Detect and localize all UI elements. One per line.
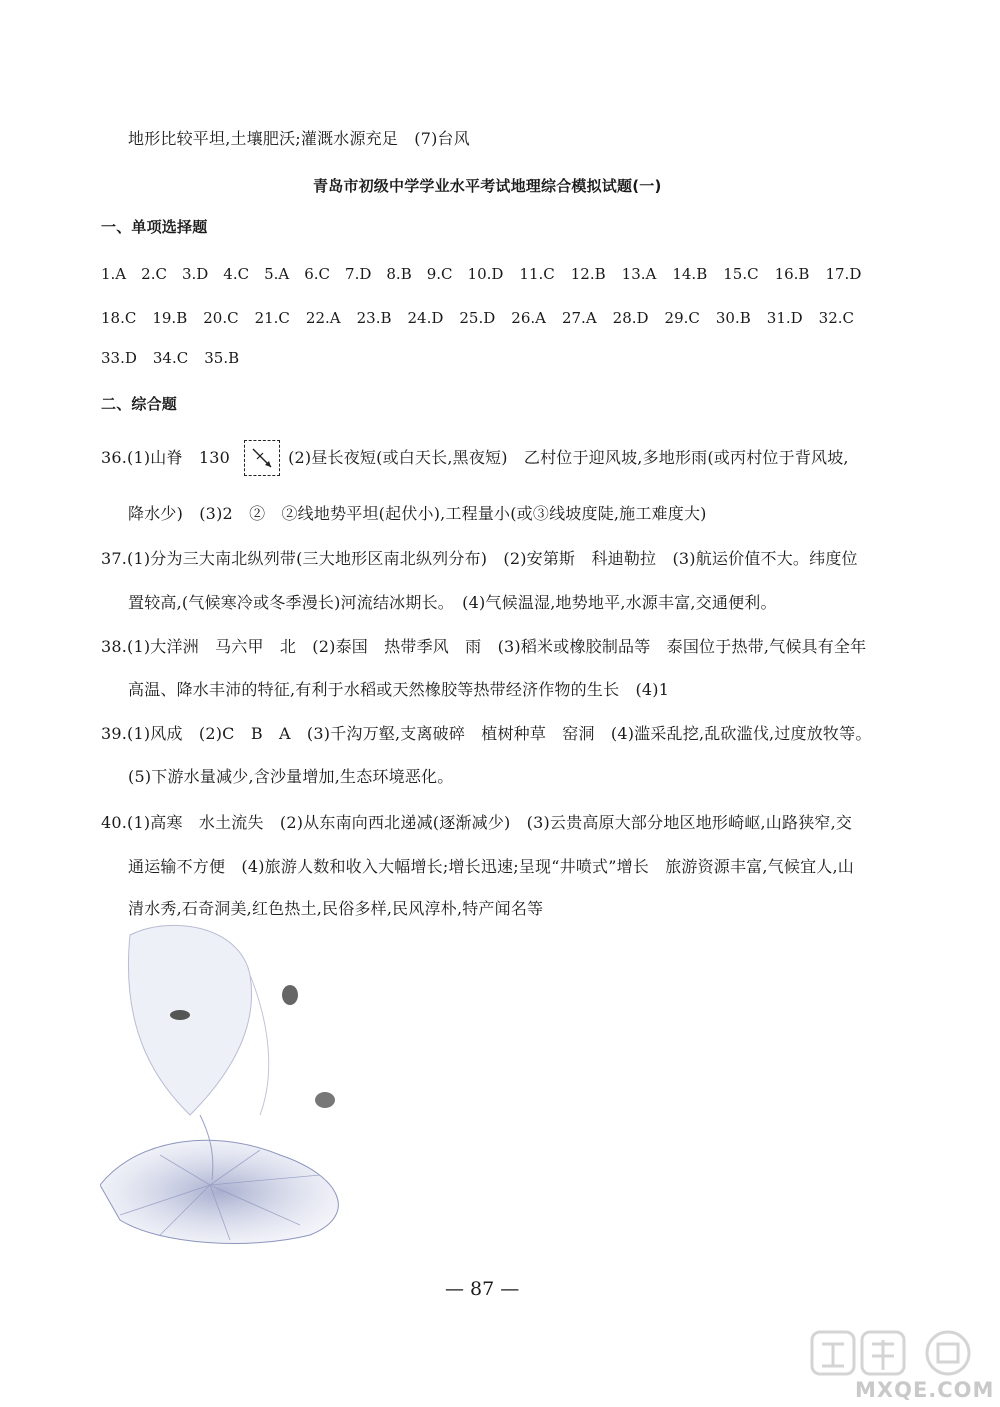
section-heading-multiple-choice: 一、单项选择题	[101, 218, 208, 236]
mc-answer: 15.C	[723, 265, 759, 283]
decorative-sketch-image	[100, 915, 380, 1245]
q37-line-2: 置较高,(气候寒冷或冬季漫长)河流结冰期长。 (4)气候温湿,地势地平,水源丰富,交通便利。	[128, 593, 777, 612]
previous-answer-line: 地形比较平坦,土壤肥沃;灌溉水源充足 (7)台风	[128, 129, 470, 148]
page-number: — 87 —	[445, 1278, 520, 1300]
mc-answer: 28.D	[612, 309, 649, 327]
mc-answer: 12.B	[570, 265, 606, 283]
mc-answer: 22.A	[305, 309, 341, 327]
mc-answer: 13.A	[621, 265, 657, 283]
watermark-url: MXQE.COM	[855, 1378, 995, 1402]
q39-line-1: 39.(1)风成 (2)C B A (3)千沟万壑,支离破碎 植树种草 窑洞 (4)滥采乱挖,乱砍滥伐,过度放牧等。	[101, 724, 872, 743]
q38-line-2: 高温、降水丰沛的特征,有利于水稻或天然橡胶等热带经济作物的生长 (4)1	[128, 680, 670, 699]
mc-answer: 5.A	[264, 265, 290, 283]
mc-answer: 23.B	[356, 309, 392, 327]
mc-answer: 2.C	[141, 265, 167, 283]
q40-line-1: 40.(1)高寒 水土流失 (2)从东南向西北递减(逐渐减少) (3)云贵高原大部分地区地形崎岖,山路狭窄,交	[101, 813, 853, 832]
mc-answer: 19.B	[152, 309, 188, 327]
mc-answer: 8.B	[386, 265, 412, 283]
q38-line-1: 38.(1)大洋洲 马六甲 北 (2)泰国 热带季风 雨 (3)稻米或橡胶制品等 泰国位于热带,气候具有全年	[101, 637, 867, 656]
q37-line-1: 37.(1)分为三大南北纵列带(三大地形区南北纵列分布) (2)安第斯 科迪勒拉 (3)航运价值不大。纬度位	[101, 549, 858, 568]
exam-title: 青岛市初级中学学业水平考试地理综合模拟试题(一)	[313, 177, 662, 195]
mc-answer-row-2	[101, 307, 870, 329]
slope-symbol-icon	[244, 440, 280, 476]
q36-part2: (2)昼长夜短(或白天长,黑夜短) 乙村位于迎风坡,多地形雨(或丙村位于背风坡,	[288, 448, 849, 467]
q39-line-2: (5)下游水量减少,含沙量增加,生态环境恶化。	[128, 767, 454, 786]
mc-answer: 18.C	[101, 309, 137, 327]
mc-answer: 31.D	[766, 309, 803, 327]
q40-line-2: 通运输不方便 (4)旅游人数和收入大幅增长;增长迅速;呈现“井喷式”增长 旅游资源丰富,气候宜人,山	[128, 857, 854, 876]
mc-answer: 27.A	[561, 309, 597, 327]
mc-answer: 9.C	[426, 265, 453, 283]
mc-answer: 20.C	[203, 309, 239, 327]
q36-line-1	[101, 440, 849, 476]
mc-answer: 16.B	[774, 265, 810, 283]
q36-part1: 36.(1)山脊 130	[101, 448, 231, 467]
q40-line-3: 清水秀,石奇洞美,红色热土,民俗多样,民风淳朴,特产闻名等	[128, 899, 544, 918]
mc-answer: 26.A	[511, 309, 546, 327]
mc-answer: 10.D	[467, 265, 504, 283]
mc-answer-row-3	[101, 347, 255, 369]
mc-answer: 14.B	[672, 265, 708, 283]
mc-answer: 7.D	[345, 265, 372, 283]
mc-answer: 30.B	[715, 309, 751, 327]
q36-line-2: 降水少) (3)2 ② ②线地势平坦(起伏小),工程量小(或③线坡度陡,施工难度大)	[128, 504, 707, 523]
mc-answer: 34.C	[152, 349, 189, 367]
mc-answer: 24.D	[407, 309, 444, 327]
mc-answer: 25.D	[459, 309, 496, 327]
section-heading-comprehensive: 二、综合题	[101, 395, 178, 413]
mc-answer-row-1	[101, 263, 877, 285]
mc-answer: 17.D	[825, 265, 862, 283]
mc-answer: 35.B	[204, 349, 240, 367]
mc-answer: 6.C	[304, 265, 331, 283]
mc-answer: 32.C	[818, 309, 855, 327]
mc-answer: 21.C	[254, 309, 290, 327]
mc-answer: 3.D	[181, 265, 209, 283]
mc-answer: 4.C	[223, 265, 250, 283]
mc-answer: 11.C	[519, 265, 555, 283]
mc-answer: 33.D	[101, 349, 137, 367]
mc-answer: 29.C	[664, 309, 700, 327]
mc-answer: 1.A	[101, 265, 127, 283]
